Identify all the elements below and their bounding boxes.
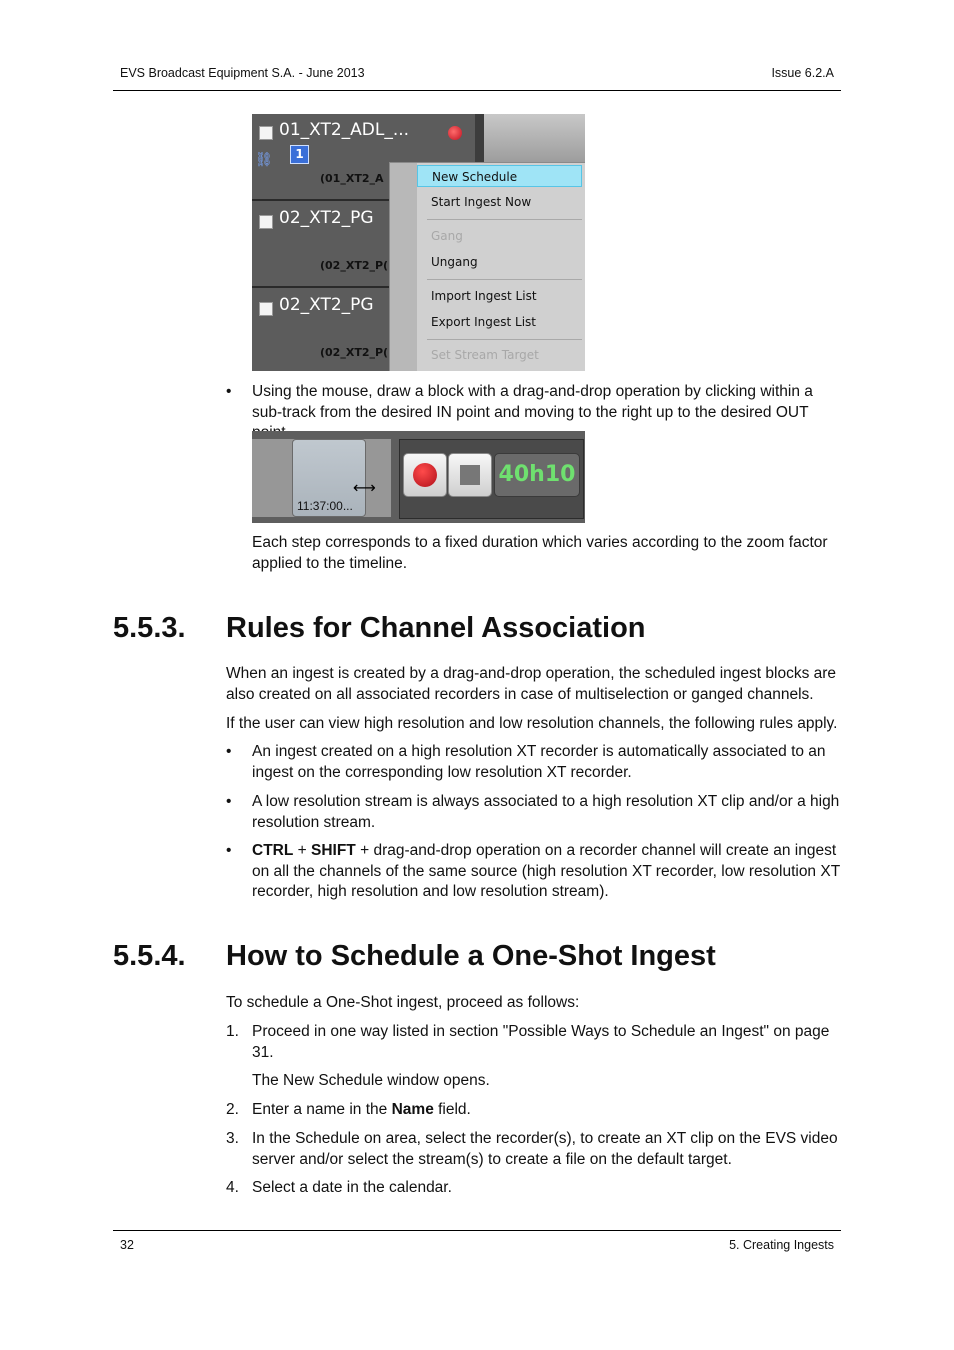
- list-item: [226, 742, 840, 783]
- track-sub: (02_XT2_P(: [320, 346, 389, 359]
- menu-item-export-ingest-list[interactable]: Export Ingest List: [431, 315, 536, 329]
- plus-text: +: [293, 842, 311, 859]
- record-button[interactable]: [403, 453, 447, 497]
- step-text: In the Schedule on area, select the recorder(s), to create an XT clip on the EVS video server and/or select the stream(s) to create a file on the default target.: [252, 1130, 838, 1168]
- paragraph: When an ingest is created by a drag-and-drop operation, the scheduled ingest blocks are also created on all associated recorders in case of multiselection or ganged channels.: [226, 665, 837, 703]
- bullet: •: [226, 842, 232, 859]
- step-pre: Enter a name in the: [252, 1101, 392, 1118]
- record-indicator-icon: [448, 126, 462, 140]
- section-number: 5.5.4.: [113, 940, 186, 972]
- menu-item-set-stream-target[interactable]: Set Stream Target: [431, 348, 539, 362]
- step-text: Select a date in the calendar.: [252, 1179, 452, 1196]
- chapter-title: 5. Creating Ingests: [729, 1238, 834, 1252]
- step-bold: Name: [391, 1101, 434, 1118]
- bullet: •: [226, 793, 232, 810]
- record-controls: [399, 439, 584, 519]
- bullet-text: [252, 841, 840, 903]
- bullet: •: [226, 383, 232, 400]
- step-number: 2.: [226, 1101, 239, 1118]
- step-text: Proceed in one way listed in section "Possible Ways to Schedule an Ingest" on page 31.: [252, 1023, 830, 1061]
- step-number: 4.: [226, 1179, 239, 1196]
- track-name: 02_XT2_PG: [279, 208, 374, 228]
- stop-icon: [460, 465, 480, 485]
- menu-item-new-schedule[interactable]: New Schedule: [417, 165, 582, 187]
- track-name: 01_XT2_ADL_...: [279, 120, 410, 140]
- paragraph: If the user can view high resolution and low resolution channels, the following rules apply.: [226, 715, 838, 732]
- page-number: 32: [120, 1238, 134, 1252]
- step-note: Each step corresponds to a fixed duration which varies according to the zoom factor applied to the timeline.: [252, 534, 828, 572]
- gang-badge: 1: [290, 145, 309, 164]
- bullet-rest: + drag-and-drop operation on a recorder channel will create an ingest on all the channels of the same source (high resolution XT recorder, low resolution XT recorder, high resolution and low resolution stream).: [252, 842, 840, 900]
- menu-item-ungang[interactable]: Ungang: [431, 255, 478, 269]
- step-post: field.: [433, 1101, 471, 1118]
- record-icon: [413, 463, 437, 487]
- track-name: 02_XT2_PG: [279, 295, 374, 315]
- context-menu: [389, 162, 585, 371]
- link-icon: ⛓: [255, 152, 273, 168]
- list-item: [226, 841, 840, 903]
- bullet-text: An ingest created on a high resolution XT recorder is automatically associated to an ingest on the corresponding low resolution XT recorder.: [252, 743, 826, 781]
- bullet: •: [226, 743, 232, 760]
- header-right: Issue 6.2.A: [771, 66, 834, 80]
- menu-separator: [427, 219, 582, 220]
- list-item: [226, 1022, 840, 1063]
- menu-gutter: [390, 163, 417, 371]
- step-text: [252, 1100, 840, 1121]
- track-sub: (01_XT2_A: [320, 172, 384, 185]
- stop-button[interactable]: [448, 453, 492, 497]
- menu-item-start-ingest-now[interactable]: Start Ingest Now: [431, 195, 532, 209]
- shift-key: SHIFT: [311, 842, 356, 859]
- checkbox[interactable]: [259, 215, 273, 229]
- timecode-display: 40h10: [494, 453, 580, 497]
- section-number: 5.5.3.: [113, 612, 186, 644]
- list-item: [226, 1178, 840, 1199]
- timeline-screenshot: [252, 431, 585, 523]
- resize-arrow-icon: ⟷: [353, 478, 376, 497]
- bullet-text: Using the mouse, draw a block with a drag-and-drop operation by clicking within a sub-track from the desired IN point and moving to the right up to the desired OUT: [252, 383, 813, 421]
- section-title: Rules for Channel Association: [226, 612, 646, 644]
- menu-item-gang[interactable]: Gang: [431, 229, 463, 243]
- checkbox[interactable]: [259, 302, 273, 316]
- section-title: How to Schedule a One-Shot Ingest: [226, 940, 716, 972]
- list-item: [226, 1100, 840, 1121]
- menu-separator: [427, 339, 582, 340]
- ctrl-key: CTRL: [252, 842, 294, 859]
- context-menu-screenshot: [252, 114, 585, 371]
- step-note: The New Schedule window opens.: [252, 1072, 490, 1089]
- step-number: 1.: [226, 1023, 239, 1040]
- menu-item-import-ingest-list[interactable]: Import Ingest List: [431, 289, 537, 303]
- block-time: 11:37:00...: [297, 499, 353, 513]
- page-header: [113, 66, 841, 91]
- header-left: EVS Broadcast Equipment S.A. - June 2013: [120, 66, 365, 80]
- paragraph: To schedule a One-Shot ingest, proceed as follows:: [226, 994, 580, 1011]
- list-item: [226, 792, 840, 833]
- track-sub: (02_XT2_P(: [320, 259, 389, 272]
- bullet-text: A low resolution stream is always associated to a high resolution XT clip and/or a high resolution stream.: [252, 793, 840, 831]
- step-number: 3.: [226, 1130, 239, 1147]
- page-footer: [113, 1230, 841, 1255]
- timeline-pane: [484, 114, 585, 162]
- menu-separator: [427, 279, 582, 280]
- list-item: [226, 1129, 840, 1170]
- checkbox[interactable]: [259, 126, 273, 140]
